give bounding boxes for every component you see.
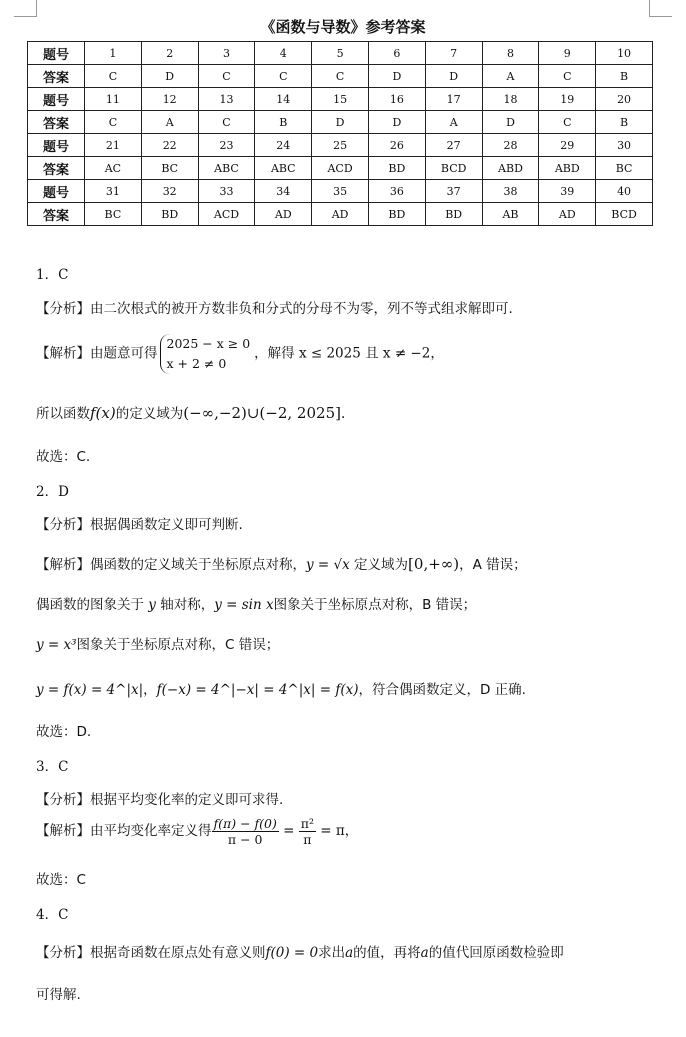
answer-cell: D bbox=[312, 111, 369, 134]
question-number-cell: 5 bbox=[312, 42, 369, 65]
q3-solution bbox=[36, 816, 358, 847]
answer-cell: C bbox=[198, 111, 255, 134]
table-row bbox=[28, 65, 653, 88]
q1-sol-prefix: 【解析】由题意可得 bbox=[36, 345, 158, 362]
q2-l1-mid: 定义域为 bbox=[354, 557, 409, 573]
question-number-cell: 7 bbox=[425, 42, 482, 65]
answer-cell: D bbox=[425, 65, 482, 88]
question-number-cell: 24 bbox=[255, 134, 312, 157]
q2-l1-prefix: 【解析】偶函数的定义域关于坐标原点对称， bbox=[36, 557, 306, 573]
q3-head: 3．C bbox=[36, 759, 69, 775]
q1-head: 1．C bbox=[36, 267, 69, 283]
q1-cond1: x ≤ 2025 bbox=[298, 345, 361, 362]
q2-l2-end: 图象关于坐标原点对称，B 错误； bbox=[273, 597, 477, 613]
question-number-cell: 8 bbox=[482, 42, 539, 65]
question-number-cell: 25 bbox=[312, 134, 369, 157]
answer-cell: ACD bbox=[198, 203, 255, 226]
q4-analysis-line2 bbox=[36, 983, 81, 1003]
q1-analysis-text: 【分析】由二次根式的被开方数非负和分式的分母不为零，列不等式组求解即可. bbox=[36, 301, 513, 317]
answer-cell: A bbox=[425, 111, 482, 134]
q1-sol-and: 且 bbox=[365, 345, 379, 362]
question-number-cell: 15 bbox=[312, 88, 369, 111]
question-number-cell: 29 bbox=[539, 134, 596, 157]
answer-cell: ABD bbox=[539, 157, 596, 180]
question-number-cell: 9 bbox=[539, 42, 596, 65]
corner-mark-right bbox=[649, 0, 672, 17]
question-number-cell: 36 bbox=[368, 180, 425, 203]
q3-sol-end: ， bbox=[344, 823, 359, 839]
q2-l4-expr2: f(−x) = 4^|−x| = 4^|x| = f(x) bbox=[156, 682, 359, 698]
q3-sol-prefix: 【解析】由平均变化率定义得 bbox=[36, 823, 212, 839]
answer-cell: C bbox=[255, 65, 312, 88]
question-number-cell: 4 bbox=[255, 42, 312, 65]
answer-cell: D bbox=[368, 111, 425, 134]
question-number-cell: 21 bbox=[85, 134, 142, 157]
q2-l4-end: ，符合偶函数定义，D 正确. bbox=[358, 682, 526, 698]
q1-sys-line1: 2025 − x ≥ 0 bbox=[166, 336, 251, 351]
q3-fraction-2 bbox=[299, 816, 316, 847]
question-number-cell: 14 bbox=[255, 88, 312, 111]
question-number-cell: 39 bbox=[539, 180, 596, 203]
question-number-cell: 28 bbox=[482, 134, 539, 157]
table-row bbox=[28, 111, 653, 134]
answer-cell: BCD bbox=[425, 157, 482, 180]
table-row bbox=[28, 88, 653, 111]
answer-cell: BC bbox=[85, 203, 142, 226]
q4-analysis-end: 的值代回原函数检验即 bbox=[428, 945, 564, 961]
answer-table bbox=[27, 41, 653, 226]
table-row bbox=[28, 203, 653, 226]
question-number-cell: 40 bbox=[596, 180, 653, 203]
row-header: 题号 bbox=[28, 180, 85, 203]
q3-choose-text: 故选：C bbox=[36, 872, 86, 888]
answer-cell: AB bbox=[482, 203, 539, 226]
question-number-cell: 16 bbox=[368, 88, 425, 111]
row-header: 题号 bbox=[28, 134, 85, 157]
answer-cell: BD bbox=[368, 157, 425, 180]
q4-analysis-a2: a bbox=[420, 945, 429, 961]
q3-choose bbox=[36, 868, 86, 888]
q1-domain-value: (−∞,−2)∪(−2, 2025] bbox=[183, 404, 341, 422]
q2-l1-domain: [0,+∞) bbox=[408, 555, 460, 573]
q2-analysis bbox=[36, 513, 243, 533]
answer-cell: BD bbox=[141, 203, 198, 226]
answer-cell: B bbox=[596, 65, 653, 88]
q4-analysis-prefix: 【分析】根据奇函数在原点处有意义则 bbox=[36, 945, 266, 961]
q2-sol-line1 bbox=[36, 553, 527, 573]
q1-cond2: x ≠ −2 bbox=[382, 345, 431, 362]
answer-cell: BD bbox=[368, 203, 425, 226]
answer-cell: BC bbox=[596, 157, 653, 180]
q3-result: = π bbox=[320, 823, 345, 839]
q2-l1-end: ，A 错误； bbox=[459, 557, 527, 573]
q4-analysis-expr: f(0) = 0 bbox=[265, 945, 319, 961]
answer-cell: D bbox=[482, 111, 539, 134]
answer-cell: D bbox=[368, 65, 425, 88]
answer-cell: AD bbox=[539, 203, 596, 226]
answer-cell: AD bbox=[312, 203, 369, 226]
q1-sys-line2: x + 2 ≠ 0 bbox=[166, 356, 227, 371]
answer-cell: B bbox=[596, 111, 653, 134]
question-number-cell: 34 bbox=[255, 180, 312, 203]
q4-analysis-l2: 可得解. bbox=[36, 987, 81, 1003]
row-header: 答案 bbox=[28, 157, 85, 180]
question-number-cell: 17 bbox=[425, 88, 482, 111]
question-number-cell: 20 bbox=[596, 88, 653, 111]
q1-choose bbox=[36, 445, 90, 465]
q2-sol-line2 bbox=[36, 593, 476, 613]
q2-l1-expr: y = √x bbox=[306, 557, 350, 573]
answer-cell: C bbox=[539, 111, 596, 134]
q2-l2-y: y bbox=[148, 597, 156, 613]
q4-analysis-a1: a bbox=[345, 945, 354, 961]
answer-cell: A bbox=[141, 111, 198, 134]
q2-l2-prefix: 偶函数的图象关于 bbox=[36, 597, 144, 613]
table-row bbox=[28, 42, 653, 65]
question-number-cell: 19 bbox=[539, 88, 596, 111]
q2-l3-expr: y = x³ bbox=[36, 637, 77, 653]
q2-sol-line4 bbox=[36, 678, 526, 698]
answer-cell: C bbox=[312, 65, 369, 88]
q3-eq: = bbox=[283, 823, 295, 839]
q2-l2-expr: y = sin x bbox=[214, 597, 274, 613]
q2-l3-end: 图象关于坐标原点对称，C 错误； bbox=[76, 637, 280, 653]
question-number-cell: 35 bbox=[312, 180, 369, 203]
page-title: 《函数与导数》参考答案 bbox=[260, 18, 426, 36]
answer-cell: C bbox=[85, 111, 142, 134]
question-number-cell: 30 bbox=[596, 134, 653, 157]
answer-cell: D bbox=[141, 65, 198, 88]
q3-frac1-num: f(π) − f(0) bbox=[213, 816, 277, 831]
q1-inequality-system bbox=[160, 334, 251, 374]
q4-analysis-mid2: 的值，再将 bbox=[353, 945, 421, 961]
q3-frac1-den: π − 0 bbox=[227, 832, 263, 847]
answer-cell: BCD bbox=[596, 203, 653, 226]
answer-cell: C bbox=[85, 65, 142, 88]
q3-frac2-den: π bbox=[303, 832, 312, 847]
q4-head: 4．C bbox=[36, 907, 69, 923]
q1-domain-prefix: 所以函数 bbox=[36, 406, 90, 422]
answer-cell: AC bbox=[85, 157, 142, 180]
q2-l4-expr1: y = f(x) = 4^|x| bbox=[36, 682, 144, 698]
corner-mark-left bbox=[14, 0, 37, 17]
question-number-cell: 33 bbox=[198, 180, 255, 203]
question-number-cell: 18 bbox=[482, 88, 539, 111]
question-number-cell: 32 bbox=[141, 180, 198, 203]
question-number-cell: 23 bbox=[198, 134, 255, 157]
answer-cell: BC bbox=[141, 157, 198, 180]
row-header: 答案 bbox=[28, 111, 85, 134]
q3-analysis bbox=[36, 788, 283, 808]
row-header: 题号 bbox=[28, 42, 85, 65]
answer-cell: A bbox=[482, 65, 539, 88]
answer-cell: ACD bbox=[312, 157, 369, 180]
question-number-cell: 37 bbox=[425, 180, 482, 203]
q1-sol-mid: ，解得 bbox=[254, 345, 295, 362]
q1-sol-end: ， bbox=[430, 345, 444, 362]
row-header: 答案 bbox=[28, 65, 85, 88]
q2-choose bbox=[36, 720, 91, 740]
question-number-cell: 10 bbox=[596, 42, 653, 65]
table-row bbox=[28, 134, 653, 157]
row-header: 题号 bbox=[28, 88, 85, 111]
answer-cell: ABC bbox=[255, 157, 312, 180]
q2-head: 2．D bbox=[36, 484, 69, 500]
q1-domain-mid: 的定义域为 bbox=[115, 406, 184, 422]
question-number-cell: 31 bbox=[85, 180, 142, 203]
answer-cell: C bbox=[198, 65, 255, 88]
question-number-cell: 38 bbox=[482, 180, 539, 203]
q1-choose-text: 故选：C. bbox=[36, 449, 91, 465]
table-row bbox=[28, 157, 653, 180]
row-header: 答案 bbox=[28, 203, 85, 226]
q1-domain-end: . bbox=[340, 406, 346, 422]
question-number-cell: 6 bbox=[368, 42, 425, 65]
question-number-cell: 26 bbox=[368, 134, 425, 157]
q2-choose-text: 故选：D. bbox=[36, 724, 92, 740]
q1-solution bbox=[36, 334, 444, 374]
answer-cell: BD bbox=[425, 203, 482, 226]
answer-cell: C bbox=[539, 65, 596, 88]
q1-fx: f(x) bbox=[90, 404, 116, 422]
q2-analysis-text: 【分析】根据偶函数定义即可判断. bbox=[36, 517, 243, 533]
q2-l2-mid: 轴对称， bbox=[160, 597, 215, 613]
q4-analysis-line1 bbox=[36, 941, 564, 961]
question-number-cell: 13 bbox=[198, 88, 255, 111]
q3-fraction-1 bbox=[212, 816, 279, 847]
q3-frac2-num: π² bbox=[300, 816, 314, 831]
answer-cell: B bbox=[255, 111, 312, 134]
question-number-cell: 22 bbox=[141, 134, 198, 157]
question-number-cell: 27 bbox=[425, 134, 482, 157]
question-number-cell: 12 bbox=[141, 88, 198, 111]
q1-domain bbox=[36, 402, 345, 422]
q4-analysis-mid1: 求出 bbox=[318, 945, 346, 961]
question-number-cell: 2 bbox=[141, 42, 198, 65]
answer-cell: ABD bbox=[482, 157, 539, 180]
question-number-cell: 3 bbox=[198, 42, 255, 65]
answer-cell: AD bbox=[255, 203, 312, 226]
q2-sol-line3 bbox=[36, 633, 279, 653]
table-row bbox=[28, 180, 653, 203]
question-number-cell: 1 bbox=[85, 42, 142, 65]
q3-analysis-text: 【分析】根据平均变化率的定义即可求得. bbox=[36, 792, 284, 808]
answer-cell: ABC bbox=[198, 157, 255, 180]
q1-analysis bbox=[36, 297, 513, 317]
q2-l4-sep: ， bbox=[143, 682, 157, 698]
question-number-cell: 11 bbox=[85, 88, 142, 111]
